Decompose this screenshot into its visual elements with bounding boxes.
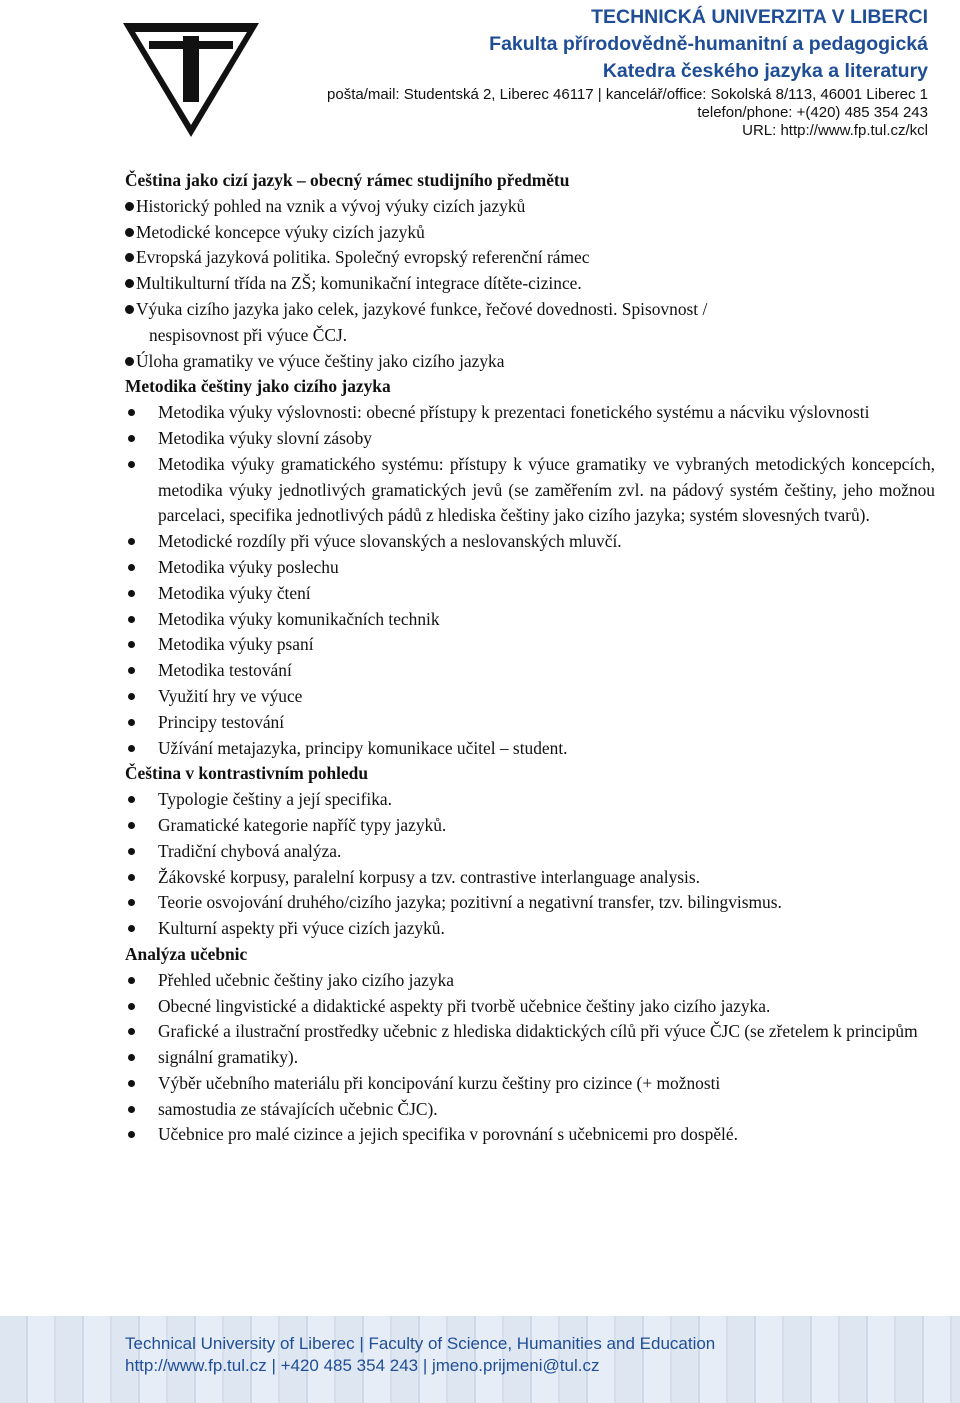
list-item: Metodické koncepce výuky cizích jazyků — [125, 220, 935, 246]
section-title: Metodika češtiny jako cizího jazyka — [125, 376, 391, 397]
list-item: Typologie češtiny a její specifika. — [125, 787, 935, 813]
list-item: Metodika výuky poslechu — [125, 555, 935, 581]
list-item: Úloha gramatiky ve výuce češtiny jako cizího jazyka — [125, 349, 935, 375]
list-item: Výběr učebního materiálu při koncipování kurzu češtiny pro cizince (+ možnosti — [125, 1071, 935, 1097]
list-item: Multikulturní třída na ZŠ; komunikační integrace dítěte-cizince. — [125, 271, 935, 297]
list-item: Využití hry ve výuce — [125, 684, 935, 710]
list-item: Metodika výuky výslovnosti: obecné přístupy k prezentaci fonetického systému a nácviku výslovnosti — [125, 400, 935, 426]
bullet-icon — [125, 305, 134, 314]
list-item: Užívání metajazyka, principy komunikace učitel – student. — [125, 736, 935, 762]
list-item: Metodika výuky gramatického systému: přístupy k výuce gramatiky ve vybraných metodických koncepcích, metodika výuky jednotlivých gramatických jevů (se zaměřením zvl. na pádový systém češtiny, jeho možnou parcelaci, specifika jednotlivých pádů z hlediska češtiny jako cizího jazyka; systém slovesných tvarů). — [125, 452, 935, 529]
list-item: Přehled učebnic češtiny jako cizího jazyka — [125, 968, 935, 994]
list-item: Tradiční chybová analýza. — [125, 839, 935, 865]
list-item: Metodika výuky komunikačních technik — [125, 607, 935, 633]
list-item: Metodické rozdíly při výuce slovanských a neslovanských mluvčí. — [125, 529, 935, 555]
header-address: pošta/mail: Studentská 2, Liberec 46117 | kancelář/office: Sokolská 8/113, 46001 Liberec 1 — [327, 86, 928, 103]
section-title: Analýza učebnic — [125, 943, 248, 964]
header-phone: telefon/phone: +(420) 485 354 243 — [697, 104, 928, 121]
list-item: Evropská jazyková politika. Společný evropský referenční rámec — [125, 245, 935, 271]
list-item: Gramatické kategorie napříč typy jazyků. — [125, 813, 935, 839]
bullet-icon — [125, 253, 134, 262]
bullet-icon — [125, 357, 134, 366]
list-item: Teorie osvojování druhého/cizího jazyka; pozitivní a negativní transfer, tzv. bilingvismus. — [125, 890, 935, 916]
list-item: Učebnice pro malé cizince a jejich specifika v porovnání s učebnicemi pro dospělé. — [125, 1122, 935, 1148]
header-url[interactable]: URL: http://www.fp.tul.cz/kcl — [742, 122, 928, 139]
document-body — [125, 168, 935, 1148]
university-name: TECHNICKÁ UNIVERZITA V LIBERCI — [591, 6, 928, 28]
list-item: Metodika výuky slovní zásoby — [125, 426, 935, 452]
footer-line-1: Technical University of Liberec | Faculty of Science, Humanities and Education — [125, 1334, 716, 1353]
university-logo — [121, 20, 261, 140]
list-item: Žákovské korpusy, paralelní korpusy a tzv. contrastive interlanguage analysis. — [125, 865, 935, 891]
list-item: Principy testování — [125, 710, 935, 736]
list-item: Kulturní aspekty při výuce cizích jazyků. — [125, 916, 935, 942]
section-title: Čeština jako cizí jazyk – obecný rámec studijního předmětu — [125, 170, 570, 190]
list-item-continuation: nespisovnost při výuce ČCJ. — [149, 324, 348, 345]
list-item: Metodika testování — [125, 658, 935, 684]
department-name: Katedra českého jazyka a literatury — [602, 60, 928, 82]
bullet-icon — [125, 228, 134, 237]
bullet-icon — [125, 279, 134, 288]
list-item: Grafické a ilustrační prostředky učebnic z hlediska didaktických cílů při výuce ČJC (se zřetelem k principům — [125, 1019, 935, 1045]
list-item: Historický pohled na vznik a vývoj výuky cizích jazyků — [125, 194, 935, 220]
faculty-name: Fakulta přírodovědně-humanitní a pedagogická — [489, 33, 928, 55]
list-item: signální gramatiky). — [125, 1045, 935, 1071]
list-item: Výuka cizího jazyka jako celek, jazykové funkce, řečové dovednosti. Spisovnost / — [125, 297, 935, 323]
list-item: Metodika výuky psaní — [125, 632, 935, 658]
footer-line-2: http://www.fp.tul.cz | +420 485 354 243 | jmeno.prijmeni@tul.cz — [125, 1356, 600, 1375]
bullet-icon — [125, 202, 134, 211]
list-item: samostudia ze stávajících učebnic ČJC). — [125, 1097, 935, 1123]
list-item: Obecné lingvistické a didaktické aspekty při tvorbě učebnice češtiny jako cizího jazyka. — [125, 994, 935, 1020]
section-title: Čeština v kontrastivním pohledu — [125, 763, 369, 784]
list-item: Metodika výuky čtení — [125, 581, 935, 607]
